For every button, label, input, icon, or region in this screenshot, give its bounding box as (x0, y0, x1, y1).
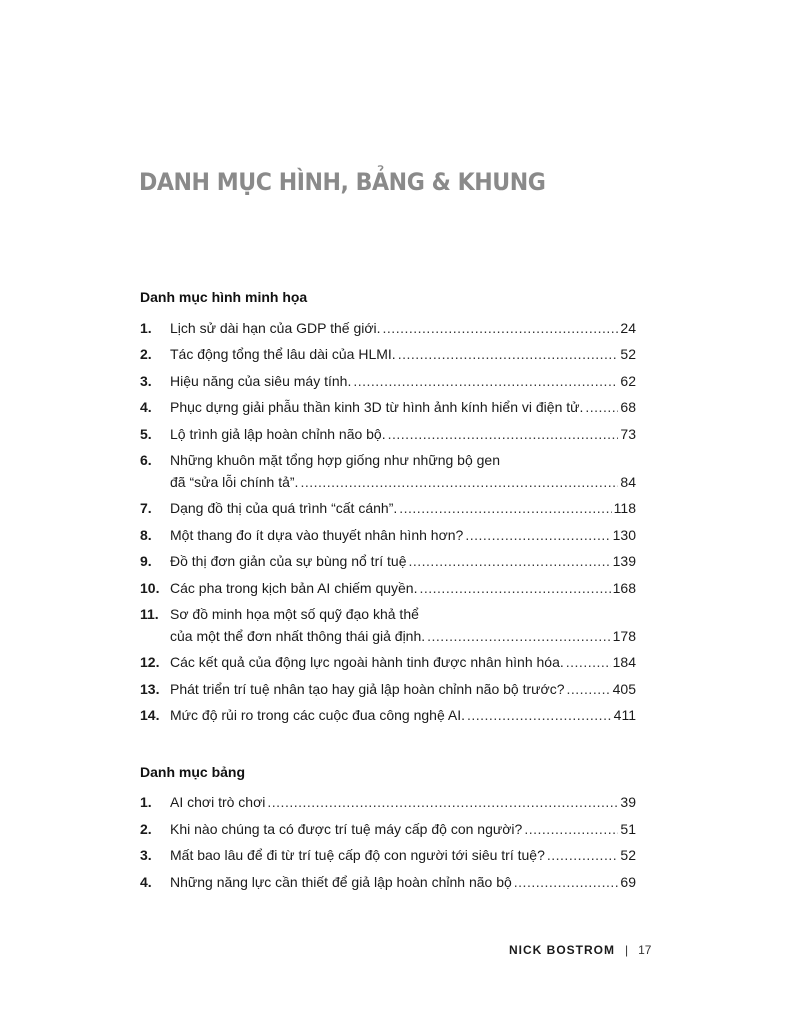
entry-number: 1. (140, 794, 152, 810)
entry-page: 139 (612, 553, 636, 569)
figure-entry (140, 497, 636, 519)
leader-dots (566, 651, 611, 673)
entry-page: 130 (612, 527, 636, 543)
figure-entry (140, 396, 636, 418)
entry-title-line1: Những khuôn mặt tổng hợp giống như những bộ gen (170, 452, 500, 468)
leader-dots (566, 678, 610, 700)
footer-separator: | (625, 943, 629, 957)
entry-number: 11. (140, 606, 159, 622)
leader-dots (300, 471, 618, 493)
leader-dots (467, 704, 612, 726)
figure-entry (140, 370, 636, 392)
figure-entry (140, 524, 636, 546)
leader-dots (388, 423, 619, 445)
entry-number: 7. (140, 500, 152, 516)
entry-title: của một thể đơn nhất thông thái giả định. (170, 628, 426, 644)
table-entry (140, 818, 636, 840)
entry-number: 13. (140, 681, 160, 697)
page-title: DANH MỤC HÌNH, BẢNG & KHUNG (139, 168, 546, 196)
entry-number: 6. (140, 452, 152, 468)
entry-number: 1. (140, 320, 152, 336)
entry-page: 62 (620, 373, 636, 389)
entry-title: Đồ thị đơn giản của sự bùng nổ trí tuệ (170, 553, 407, 569)
figures-heading: Danh mục hình minh họa (140, 289, 308, 305)
entry-number: 9. (140, 553, 152, 569)
entry-page: 51 (620, 821, 636, 837)
entry-number: 2. (140, 346, 152, 362)
entry-title: Các kết quả của động lực ngoài hành tinh được nhân hình hóa. (170, 654, 564, 670)
entry-page: 39 (620, 794, 636, 810)
leader-dots (585, 396, 618, 418)
leader-dots (419, 577, 610, 599)
entry-page: 68 (620, 399, 636, 415)
entry-number: 14. (140, 707, 160, 723)
leader-dots (353, 370, 618, 392)
entry-page: 118 (613, 500, 636, 516)
entry-title: Một thang đo ít dựa vào thuyết nhân hình hơn? (170, 527, 464, 543)
leader-dots (399, 497, 611, 519)
entry-number: 5. (140, 426, 152, 442)
entry-title: Các pha trong kịch bản AI chiếm quyền. (170, 580, 418, 596)
entry-page: 411 (613, 707, 636, 723)
figure-entry (140, 704, 636, 726)
entry-number: 3. (140, 847, 152, 863)
page-number: 17 (638, 943, 652, 957)
entry-page: 168 (612, 580, 636, 596)
entry-page: 405 (612, 681, 636, 697)
figure-entry (140, 423, 636, 445)
entry-title: Phục dựng giải phẫu thần kinh 3D từ hình ảnh kính hiển vi điện tử. (170, 399, 584, 415)
entry-title: Phát triển trí tuệ nhân tạo hay giả lập hoàn chỉnh não bộ trước? (170, 681, 565, 697)
table-entry (140, 871, 636, 893)
entry-title: Mức độ rủi ro trong các cuộc đua công nghệ AI. (170, 707, 465, 723)
figure-entry (140, 449, 636, 493)
table-entry (140, 844, 636, 866)
figure-entry (140, 651, 636, 673)
figure-entry (140, 343, 636, 365)
entry-title: Lộ trình giả lập hoàn chỉnh não bộ. (170, 426, 386, 442)
entry-page: 73 (620, 426, 636, 442)
leader-dots (267, 791, 618, 813)
leader-dots (408, 550, 610, 572)
entry-number: 4. (140, 399, 152, 415)
entry-title: Khi nào chúng ta có được trí tuệ máy cấp độ con người? (170, 821, 523, 837)
page-footer (509, 943, 651, 957)
entry-title: đã “sửa lỗi chính tả”. (170, 474, 299, 490)
entry-number: 8. (140, 527, 152, 543)
figure-entry (140, 550, 636, 572)
entry-title: Lịch sử dài hạn của GDP thế giới. (170, 320, 381, 336)
entry-title: Mất bao lâu để đi từ trí tuệ cấp độ con người tới siêu trí tuệ? (170, 847, 545, 863)
author-name: NICK BOSTROM (509, 943, 615, 957)
leader-dots (427, 625, 611, 647)
entry-number: 3. (140, 373, 152, 389)
entry-title: Những năng lực cần thiết để giả lập hoàn chỉnh não bộ (170, 874, 512, 890)
entry-page: 52 (620, 847, 636, 863)
entry-page: 178 (612, 628, 636, 644)
figure-entry (140, 577, 636, 599)
leader-dots (524, 818, 618, 840)
entry-page: 24 (620, 320, 636, 336)
entry-title: Tác động tổng thể lâu dài của HLMI. (170, 346, 396, 362)
entry-page: 84 (620, 474, 636, 490)
entry-title: Hiệu năng của siêu máy tính. (170, 373, 352, 389)
figure-entry (140, 678, 636, 700)
figure-entry (140, 317, 636, 339)
entry-number: 10. (140, 580, 160, 596)
figure-entry (140, 603, 636, 647)
leader-dots (398, 343, 619, 365)
leader-dots (383, 317, 619, 339)
entry-page: 184 (612, 654, 636, 670)
entry-page: 69 (620, 874, 636, 890)
leader-dots (547, 844, 619, 866)
table-entry (140, 791, 636, 813)
leader-dots (514, 871, 619, 893)
tables-heading: Danh mục bảng (140, 764, 246, 780)
entry-title: AI chơi trò chơi (170, 794, 266, 810)
entry-number: 4. (140, 874, 152, 890)
entry-title-line1: Sơ đồ minh họa một số quỹ đạo khả thể (170, 606, 419, 622)
entry-title: Dạng đồ thị của quá trình “cất cánh”. (170, 500, 398, 516)
entry-number: 2. (140, 821, 152, 837)
leader-dots (465, 524, 610, 546)
entry-page: 52 (620, 346, 636, 362)
entry-number: 12. (140, 654, 160, 670)
